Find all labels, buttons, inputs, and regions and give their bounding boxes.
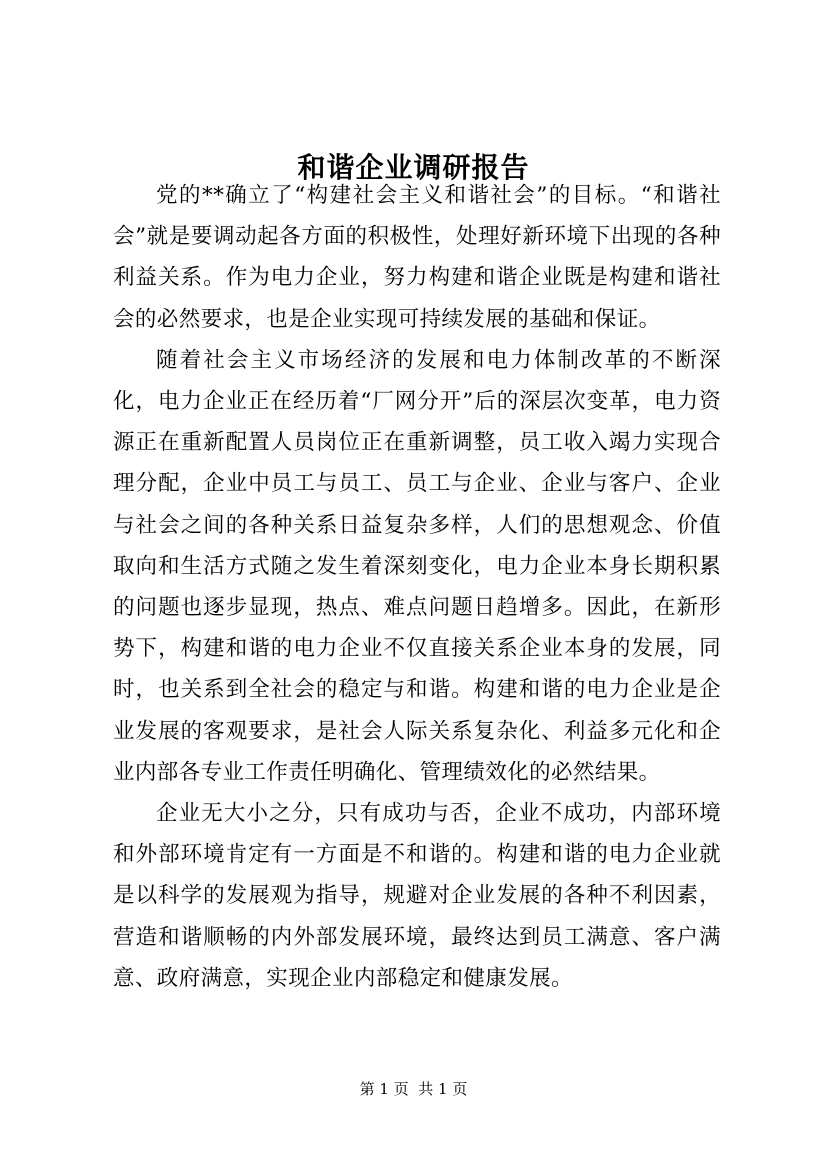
paragraph-2: 随着社会主义市场经济的发展和电力体制改革的不断深化，电力企业正在经历着“厂网分开”后的深层次变革，电力资源正在重新配置人员岗位正在重新调整，员工收入竭力实现合理分配，企业中员工与员工、员工与企业、企业与客户、企业与社会之间的各种关系日益复杂多样，人们的思想观念、价值取向和生活方式随之发生着深刻变化，电力企业本身长期积累的问题也逐步显现，热点、难点问题日趋增多。因此，在新形势下，构建和谐的电力企业不仅直接关系企业本身的发展，同时，也关系到全社会的稳定与和谐。构建和谐的电力企业是企业发展的客观要求，是社会人际关系复杂化、利益多元化和企业内部各专业工作责任明确化、管理绩效化的必然结果。 bbox=[113, 347, 721, 785]
paragraph-1: 党的**确立了“构建社会主义和谐社会”的目标。“和谐社会”就是要调动起各方面的积极性，处理好新环境下出现的各种利益关系。作为电力企业，努力构建和谐企业既是构建和谐社会的必然要求，也是企业实现可持续发展的基础和保证。 bbox=[113, 183, 721, 332]
page-footer bbox=[0, 1079, 827, 1099]
document-title: 和谐企业调研报告 bbox=[297, 151, 530, 184]
paragraph-3: 企业无大小之分，只有成功与否，企业不成功，内部环境和外部环境肯定有一方面是不和谐的。构建和谐的电力企业就是以科学的发展观为指导，规避对企业发展的各种不利因素，营造和谐顺畅的内外部发展环境，最终达到员工满意、客户满意、政府满意，实现企业内部稳定和健康发展。 bbox=[113, 801, 721, 991]
document-body bbox=[113, 175, 721, 999]
page-number-label: 第 1 页 共 1 页 bbox=[359, 1080, 468, 1098]
